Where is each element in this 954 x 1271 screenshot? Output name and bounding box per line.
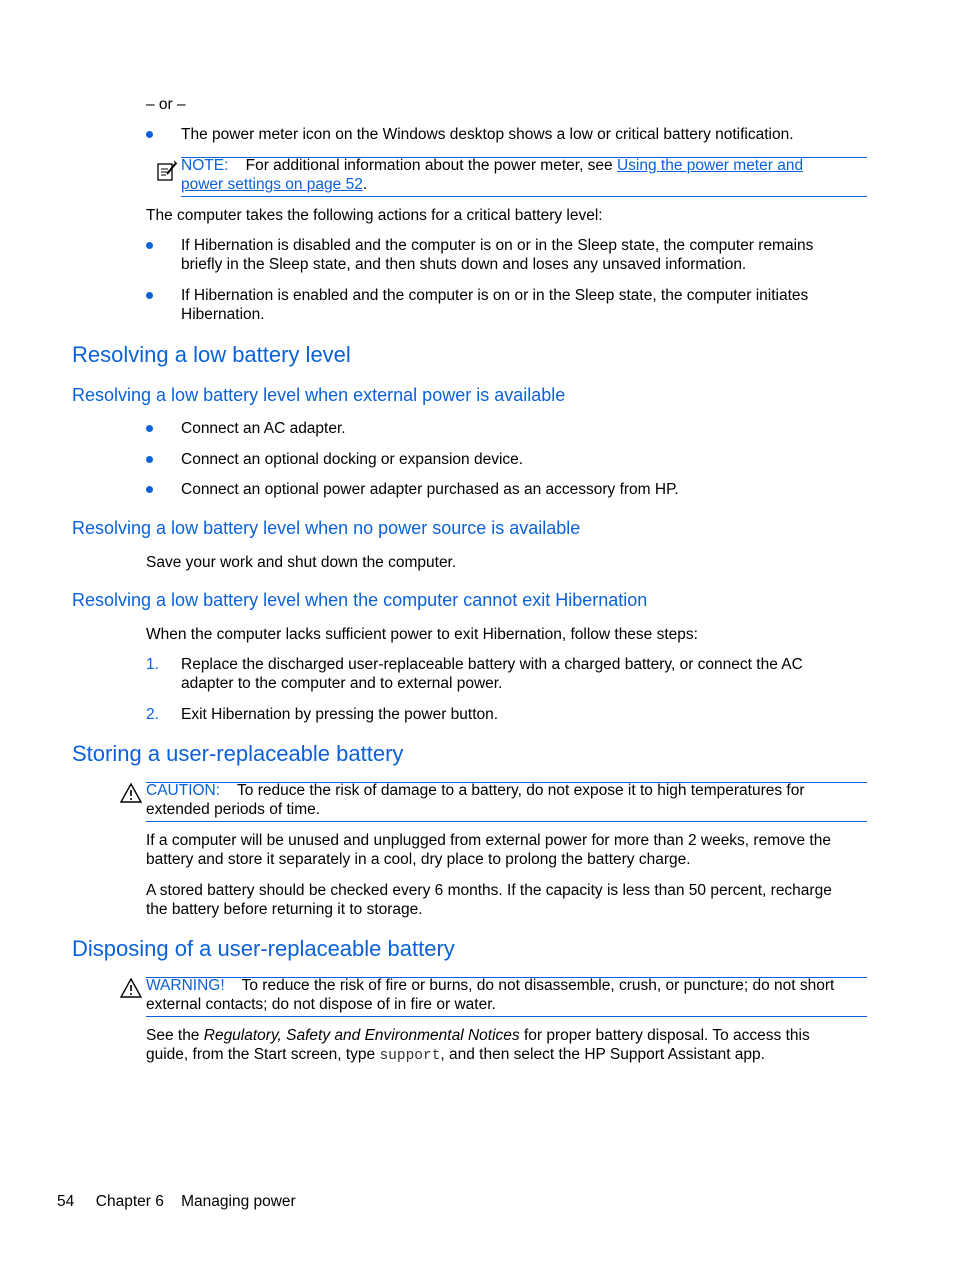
paragraph-line: If a computer will be unused and unplugged from external power for more than 2 weeks, remove the (146, 832, 831, 849)
note-icon (156, 160, 178, 182)
caution-text: To reduce the risk of damage to a battery, do not expose it to high temperatures for (237, 782, 805, 799)
paragraph-line: battery and store it separately in a cool, dry place to prolong the battery charge. (146, 851, 691, 868)
storing-paragraph (146, 831, 831, 869)
critical-item (181, 236, 813, 274)
disposal-text: guide, from the Start screen, type (146, 1046, 380, 1063)
critical-item-line: Hibernation. (181, 306, 265, 323)
step-line: adapter to the computer and to external power. (181, 675, 503, 692)
heading-external-power: Resolving a low battery level when external power is available (72, 385, 566, 405)
note-line1 (181, 156, 803, 175)
bullet-icon (146, 131, 153, 138)
critical-item-line: If Hibernation is disabled and the computer is on or in the Sleep state, the computer remains (181, 237, 814, 254)
or-separator: – or – (146, 96, 186, 113)
note-link-line2[interactable]: power settings on page 52 (181, 176, 363, 193)
caution-bottom-rule (146, 821, 867, 822)
warning-bottom-rule (146, 1016, 867, 1017)
external-item: Connect an optional power adapter purchased as an accessory from HP. (181, 481, 679, 498)
step-item (181, 655, 803, 693)
disposal-text: , and then select the (440, 1046, 585, 1063)
warning-text: To reduce the risk of fire or burns, do not disassemble, crush, or puncture; do not short (241, 977, 835, 994)
caution-line2: extended periods of time. (146, 801, 321, 818)
step-line: Replace the discharged user-replaceable battery with a charged battery, or connect the AC (181, 656, 803, 673)
notices-title: Regulatory, Safety and Environmental Notices (203, 1027, 520, 1044)
storing-paragraph (146, 881, 832, 919)
critical-item-line: If Hibernation is enabled and the computer is on or in the Sleep state, the computer initiates (181, 287, 809, 304)
external-item: Connect an AC adapter. (181, 420, 346, 437)
disposal-line2 (146, 1045, 810, 1066)
warning-label: WARNING! (146, 977, 225, 994)
critical-intro: The computer takes the following actions for a critical battery level: (146, 207, 603, 224)
no-power-text: Save your work and shut down the computer. (146, 554, 457, 571)
warning-line1 (146, 976, 834, 995)
paragraph-line: A stored battery should be checked every 6 months. If the capacity is less than 50 percent, recharge (146, 882, 832, 899)
chapter-title: Managing power (181, 1193, 296, 1210)
warning-line2: external contacts; do not dispose of in fire or water. (146, 996, 496, 1013)
note-bottom-rule (181, 196, 867, 197)
hibernation-intro: When the computer lacks sufficient power to exit Hibernation, follow these steps: (146, 626, 698, 643)
command-code: support (379, 1048, 441, 1064)
heading-disposing: Disposing of a user-replaceable battery (72, 936, 455, 961)
critical-item (181, 286, 808, 324)
heading-resolving: Resolving a low battery level (72, 342, 351, 367)
page-number: 54 (57, 1193, 75, 1210)
bullet-icon (146, 425, 153, 432)
note-text: For additional information about the power meter, see (245, 157, 613, 174)
step-number: 1. (146, 656, 159, 673)
chapter-label: Chapter 6 (95, 1193, 164, 1210)
heading-no-power: Resolving a low battery level when no power source is available (72, 518, 581, 538)
note-link-line1[interactable]: Using the power meter and (616, 157, 804, 174)
heading-storing: Storing a user-replaceable battery (72, 741, 404, 766)
note-label: NOTE: (181, 157, 229, 174)
paragraph-line: the battery before returning it to storage. (146, 901, 423, 918)
caution-label: CAUTION: (146, 782, 221, 799)
disposal-line1 (146, 1026, 810, 1045)
disposal-text: See the (146, 1027, 204, 1044)
step-item: Exit Hibernation by pressing the power button. (181, 706, 499, 723)
page-footer (57, 1192, 296, 1211)
caution-icon (120, 783, 142, 803)
disposal-text: app. (730, 1046, 765, 1063)
caution-line1 (146, 781, 805, 800)
bullet-icon (146, 486, 153, 493)
warning-icon (120, 978, 142, 998)
step-number: 2. (146, 706, 159, 723)
bullet-icon (146, 456, 153, 463)
bullet-power-meter: The power meter icon on the Windows desktop shows a low or critical battery notification. (181, 126, 794, 143)
disposal-paragraph (146, 1026, 810, 1066)
note-line2 (181, 175, 367, 194)
bullet-icon (146, 242, 153, 249)
critical-item-line: briefly in the Sleep state, and then shuts down and loses any unsaved information. (181, 256, 747, 273)
note-end: . (362, 176, 368, 193)
disposal-text: for proper battery disposal. To access this (519, 1027, 810, 1044)
bullet-icon (146, 292, 153, 299)
heading-hibernation: Resolving a low battery level when the computer cannot exit Hibernation (72, 590, 648, 610)
app-name: HP Support Assistant (584, 1046, 731, 1063)
external-item: Connect an optional docking or expansion device. (181, 451, 524, 468)
